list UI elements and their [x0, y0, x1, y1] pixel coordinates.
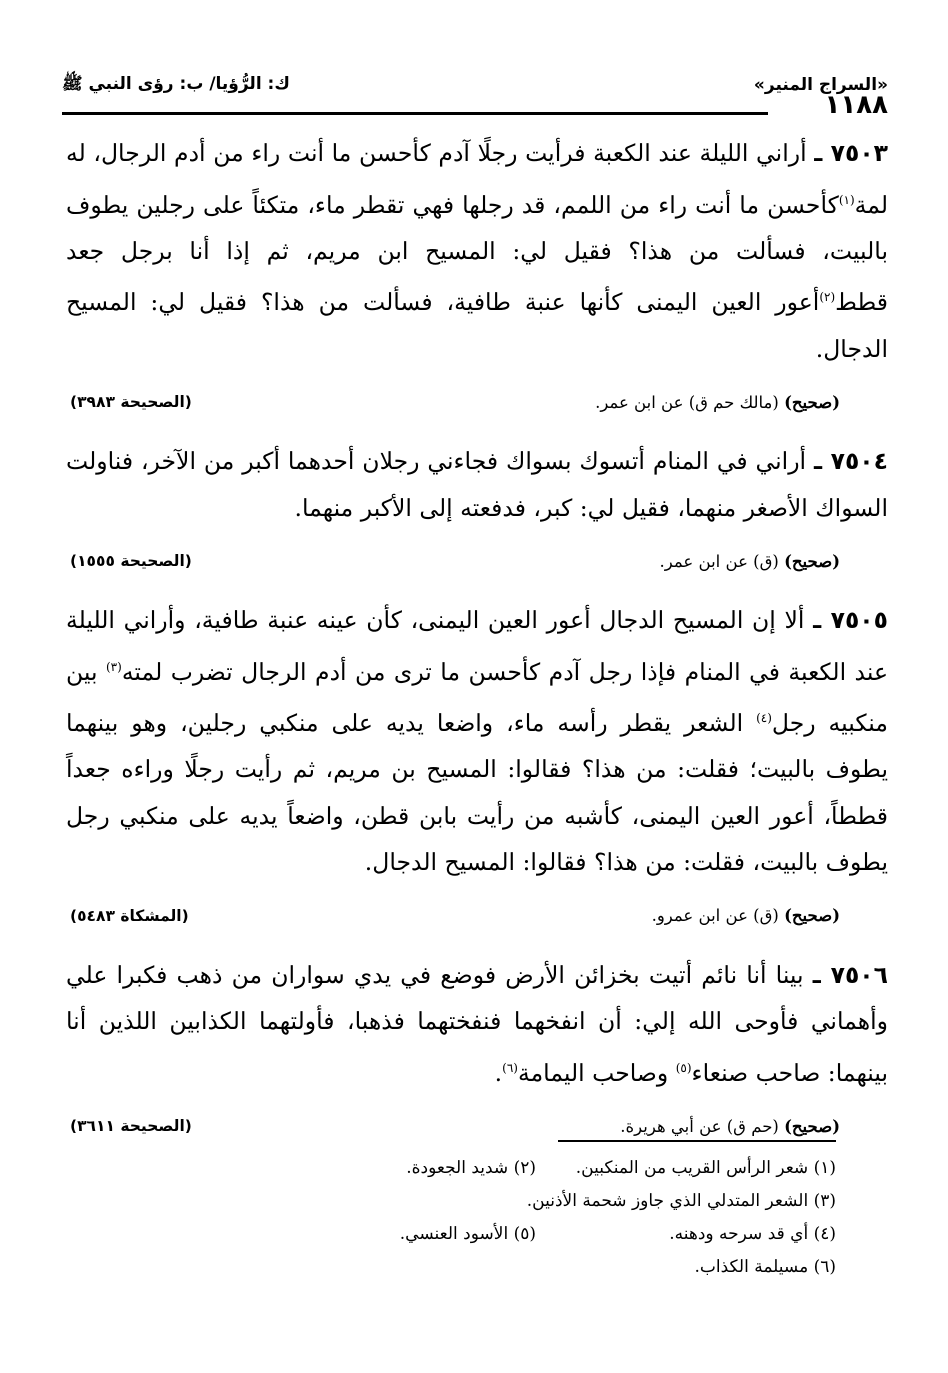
footnote-rule	[558, 1140, 836, 1142]
source-text: (حم ق) عن أبي هريرة.	[620, 1116, 779, 1136]
hadith-text: أعور العين اليمنى كأنها عنبة طافية، فسألت من هذا؟ فقيل لي: المسيح الدجال.	[66, 288, 888, 363]
footnote-marker: (١)	[838, 192, 855, 207]
footnote-3: (٣) الشعر المتدلي الذي جاوز شحمة الأذنين.	[526, 1191, 836, 1211]
grade-label: (صحيح)	[784, 906, 840, 926]
footnote-6: (٦) مسيلمة الكذاب.	[694, 1257, 836, 1277]
header-rule	[62, 112, 768, 115]
hadith-text: بين منكبيه رجل	[66, 657, 888, 737]
book-title: «السراج المنير»	[753, 75, 888, 95]
reference: (الصحيحة ١٥٥٥)	[70, 552, 192, 571]
footnote-5: (٥) الأسود العنسي.	[399, 1224, 536, 1244]
footnote-4: (٤) أي قد سرحه ودهنه.	[669, 1224, 836, 1244]
footnote-marker: (٢)	[819, 290, 836, 305]
hadith-text: ألا إن المسيح الدجال أعور العين اليمنى، كأن عينه عنبة طافية، وأراني الليلة عند الكعبة في المنام فإذا رجل آدم كأحسن ما ترى من أدم الرجال تضرب لمته	[66, 606, 888, 686]
source-text: (ق) عن ابن عمر.	[659, 551, 779, 571]
hadith-source-line	[66, 541, 888, 581]
page-body	[66, 130, 888, 1146]
hadith-text: الشعر يقطر رأسه ماء، واضعا يديه على منكبي رجلين، وهو بينهما يطوف بالبيت؛ فقلت: من هذا؟ فقالوا: المسيح بن مريم، ثم رأيت رجلًا وراءه جعداً قططاً، أعور العين اليمنى، كأشبه من رأيت بابن قطن، واضعاً يديه على منكبي رجل يطوف بالبيت، فقلت: من هذا؟ فقالوا: المسيح الدجال.	[66, 708, 888, 877]
hadith-source-line	[66, 896, 888, 936]
hadith-7503	[66, 130, 888, 372]
reference: (الصحيحة ٣٦١١)	[70, 1117, 192, 1136]
hadith-text: وصاحب اليمامة	[517, 1058, 669, 1087]
footnote-marker: (٦)	[502, 1060, 518, 1075]
hadith-7506	[66, 952, 888, 1096]
hadith-text: كأحسن ما أنت راء من اللمم، قد رجلها فهي تقطر ماء، متكئاً على رجلين يطوف بالبيت، فسألت من هذا؟ فقيل لي: المسيح ابن مريم، ثم إذا أنا برجل جعد قطط	[66, 190, 888, 317]
footnote-1: (١) شعر الرأس القريب من المنكبين.	[575, 1158, 836, 1178]
hadith-source-line	[66, 382, 888, 422]
reference: (المشكاة ٥٤٨٣)	[70, 906, 189, 925]
footnote-marker: (٥)	[675, 1060, 692, 1075]
grade-label: (صحيح)	[784, 551, 840, 571]
page-number: ١١٨٨	[824, 90, 888, 120]
hadith-7505	[66, 597, 888, 886]
running-header	[62, 68, 888, 102]
grade-label: (صحيح)	[784, 1116, 840, 1136]
footnotes	[100, 1152, 836, 1284]
hadith-number: ٧٥٠٣ ـ	[814, 139, 889, 167]
source-text: (ق) عن ابن عمرو.	[651, 906, 779, 926]
source-text: (مالك حم ق) عن ابن عمر.	[595, 392, 779, 412]
hadith-text: .	[494, 1058, 503, 1087]
hadith-text: بينا أنا نائم أتيت بخزائن الأرض فوضع في يدي سواران من ذهب فكبرا علي وأهماني فأوحى الله إلي: أن انفخهما فنفختهما فذهبا، فأولتهما الكذابين اللذين أنا بينهما: صاحب صنعاء	[66, 960, 888, 1087]
hadith-number: ٧٥٠٤ ـ	[813, 447, 888, 476]
hadith-text: أراني الليلة عند الكعبة فرأيت رجلًا آدم كأحسن ما أنت راء من أدم الرجال، له لمة	[66, 139, 888, 219]
section-title: ك: الرُّؤيا/ ب: رؤى النبي ﷺ	[62, 73, 290, 94]
hadith-number: ٧٥٠٥ ـ	[813, 606, 888, 635]
footnote-marker: (٤)	[756, 710, 772, 725]
footnote-2: (٢) شديد الجعودة.	[406, 1158, 536, 1178]
grade-label: (صحيح)	[784, 392, 840, 412]
hadith-text: أراني في المنام أتسوك بسواك فجاءني رجلان أحدهما أكبر من الآخر، فناولت السواك الأصغر منهما، فقيل لي: كبر، فدفعته إلى الأكبر منهما.	[66, 447, 888, 522]
reference: (الصحيحة ٣٩٨٣)	[70, 393, 192, 412]
footnote-marker: (٣)	[105, 659, 122, 674]
hadith-7504	[66, 438, 888, 531]
hadith-number: ٧٥٠٦ ـ	[812, 960, 888, 989]
